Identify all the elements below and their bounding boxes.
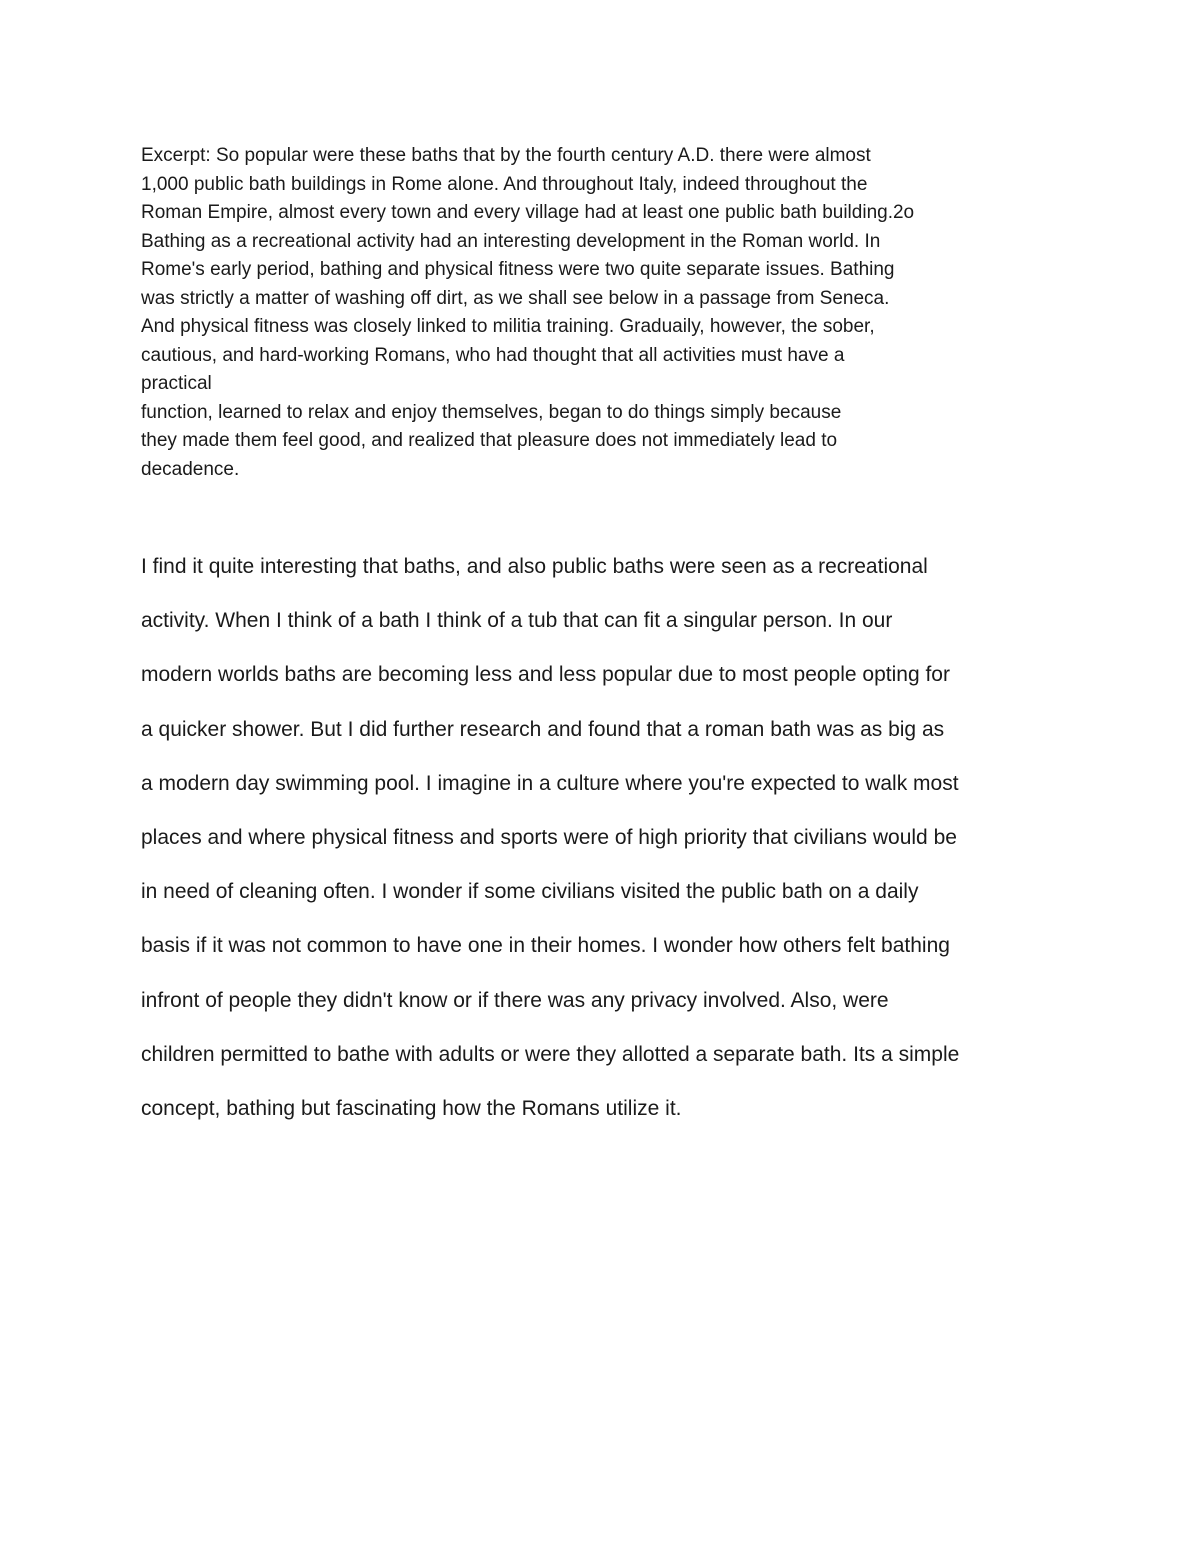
excerpt-line: Bathing as a recreational activity had an interesting development in the Roman world. In: [141, 230, 881, 252]
response-line: I find it quite interesting that baths, and also public baths were seen as a recreational: [141, 555, 928, 578]
response-line: in need of cleaning often. I wonder if some civilians visited the public bath on a daily: [141, 880, 919, 904]
excerpt-line: cautious, and hard-working Romans, who had thought that all activities must have a: [141, 344, 845, 366]
excerpt-line: function, learned to relax and enjoy themselves, began to do things simply because: [141, 401, 842, 423]
response-line: infront of people they didn't know or if there was any privacy involved. Also, were: [141, 988, 889, 1012]
response-line: modern worlds baths are becoming less and less popular due to most people opting for: [141, 663, 950, 687]
excerpt-line: Excerpt: So popular were these baths that by the fourth century A.D. there were almost: [141, 145, 871, 166]
excerpt-line: practical: [141, 373, 212, 394]
response-line: concept, bathing but fascinating how the Romans utilize it.: [141, 1096, 682, 1120]
response-line: places and where physical fitness and sports were of high priority that civilians would be: [141, 825, 957, 849]
response-line: children permitted to bathe with adults or were they allotted a separate bath. Its a simple: [141, 1042, 960, 1066]
excerpt-line: Rome's early period, bathing and physical fitness were two quite separate issues. Bathing: [141, 259, 895, 280]
excerpt-line: Roman Empire, almost every town and every village had at least one public bath building.2o: [141, 202, 915, 223]
response-line: basis if it was not common to have one in their homes. I wonder how others felt bathing: [141, 934, 950, 958]
excerpt-line: 1,000 public bath buildings in Rome alone. And throughout Italy, indeed throughout the: [141, 173, 868, 195]
excerpt-line: And physical fitness was closely linked to militia training. Graduaily, however, the sober,: [141, 316, 875, 337]
excerpt-paragraph: [141, 142, 1061, 484]
response-line: activity. When I think of a bath I think of a tub that can fit a singular person. In our: [141, 609, 893, 633]
excerpt-line: was strictly a matter of washing off dirt, as we shall see below in a passage from Seneca.: [141, 287, 890, 309]
response-paragraph: [141, 540, 1071, 1136]
excerpt-line: decadence.: [141, 458, 240, 480]
response-line: a quicker shower. But I did further research and found that a roman bath was as big as: [141, 717, 945, 741]
excerpt-line: they made them feel good, and realized that pleasure does not immediately lead to: [141, 430, 838, 451]
response-line: a modern day swimming pool. I imagine in a culture where you're expected to walk most: [141, 771, 959, 795]
